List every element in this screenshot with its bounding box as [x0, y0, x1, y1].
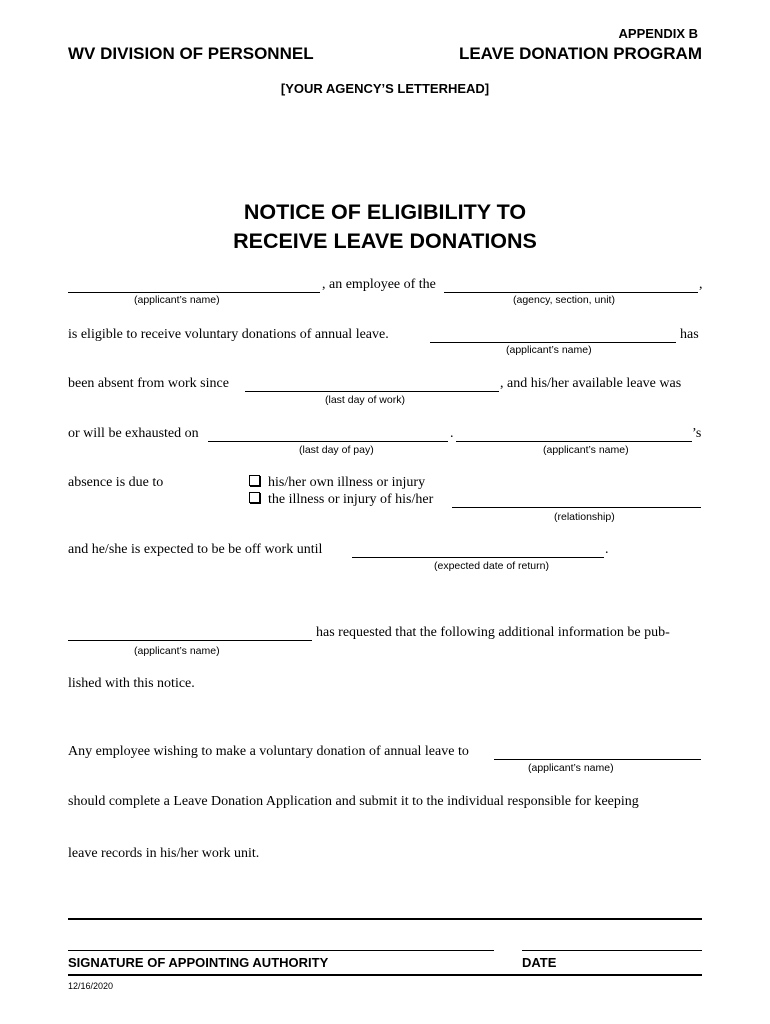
page-title-line-1: NOTICE OF ELIGIBILITY TO: [243, 200, 527, 224]
row2-end: has: [680, 327, 699, 342]
letterhead-placeholder: [YOUR AGENCY’S LETTERHEAD]: [280, 81, 490, 96]
caption-applicant-name-2: (applicant’s name): [506, 344, 592, 356]
caption-relationship: (relationship): [554, 511, 615, 523]
caption-return-date: (expected date of return): [434, 560, 549, 572]
option-own-illness[interactable]: [249, 475, 425, 491]
option-own-illness-label: his/her own illness or injury: [268, 475, 426, 490]
return-date-field[interactable]: [352, 544, 604, 558]
row3-text: been absent from work since: [68, 376, 229, 391]
row11-text: leave records in his/her work unit.: [68, 846, 260, 861]
signature-top-rule: [68, 918, 702, 920]
caption-applicant-name: (applicant’s name): [134, 294, 220, 306]
caption-last-day-work: (last day of work): [325, 394, 405, 406]
relationship-field[interactable]: [452, 494, 701, 508]
row7-text: has requested that the following additional information be pub-: [316, 625, 670, 640]
row5-text: absence is due to: [68, 475, 164, 490]
signature-field[interactable]: [68, 937, 494, 951]
last-day-of-pay-field[interactable]: [208, 428, 448, 442]
row1-text: , an employee of the: [322, 277, 436, 292]
row1-comma: ,: [699, 277, 703, 292]
row6-period: .: [605, 542, 609, 557]
row9-text: Any employee wishing to make a voluntary donation of annual leave to: [68, 744, 469, 759]
row8-text: lished with this notice.: [68, 676, 195, 691]
option-family-illness-label: the illness or injury of his/her: [268, 492, 434, 507]
signature-label: SIGNATURE OF APPOINTING AUTHORITY: [68, 955, 329, 970]
caption-applicant-name-5: (applicant’s name): [528, 762, 614, 774]
applicant-name-field-3[interactable]: [456, 428, 692, 442]
caption-last-day-pay: (last day of pay): [299, 444, 374, 456]
checkbox-family-illness[interactable]: [249, 492, 260, 503]
caption-applicant-name-3: (applicant’s name): [543, 444, 629, 456]
page-title-line-2: RECEIVE LEAVE DONATIONS: [233, 229, 537, 253]
division-name: WV DIVISION OF PERSONNEL: [68, 44, 314, 63]
option-family-illness[interactable]: [249, 492, 433, 508]
applicant-name-field[interactable]: [68, 279, 320, 293]
checkbox-own-illness[interactable]: [249, 475, 260, 486]
row10-text: should complete a Leave Donation Application and submit it to the individual responsible for keeping: [68, 794, 639, 809]
caption-applicant-name-4: (applicant’s name): [134, 645, 220, 657]
program-name: LEAVE DONATION PROGRAM: [458, 44, 702, 63]
date-label: DATE: [522, 955, 557, 970]
applicant-name-field-5[interactable]: [494, 746, 701, 760]
revision-date: 12/16/2020: [68, 981, 114, 991]
date-field[interactable]: [522, 937, 702, 951]
caption-agency: (agency, section, unit): [513, 294, 615, 306]
applicant-name-field-2[interactable]: [430, 329, 676, 343]
row6-text: and he/she is expected to be be off work until: [68, 542, 323, 557]
applicant-name-field-4[interactable]: [68, 627, 312, 641]
last-day-of-work-field[interactable]: [245, 378, 499, 392]
row4-possessive: ’s: [692, 426, 702, 441]
row2-text: is eligible to receive voluntary donations of annual leave.: [68, 327, 389, 342]
appendix-label: APPENDIX B: [618, 26, 698, 41]
signature-bottom-rule: [68, 974, 702, 976]
agency-field[interactable]: [444, 279, 698, 293]
row4-period: .: [450, 426, 454, 441]
row3-end: , and his/her available leave was: [500, 376, 682, 391]
row4-text: or will be exhausted on: [68, 426, 199, 441]
